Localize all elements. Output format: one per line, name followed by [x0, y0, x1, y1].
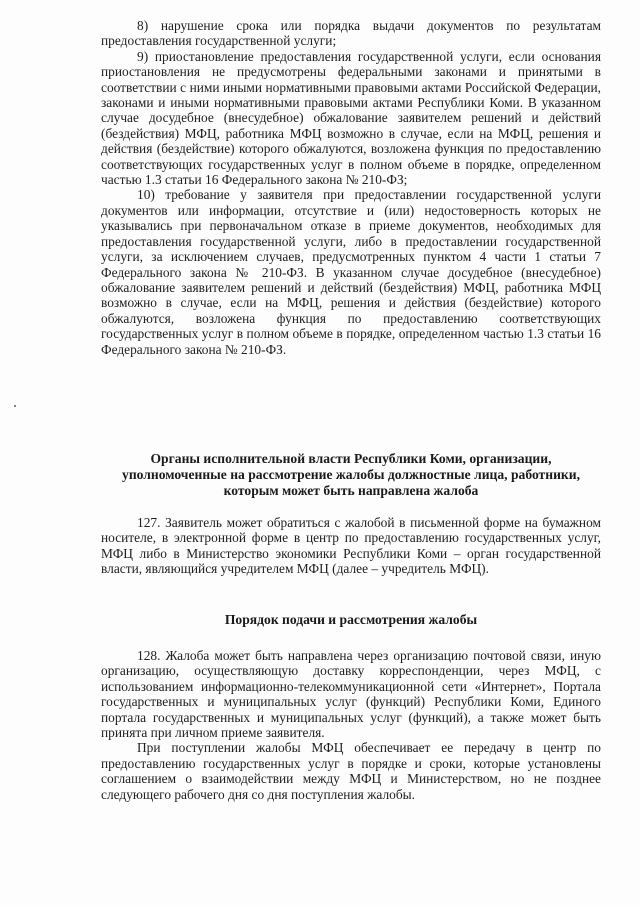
- text-block-grounds: [101, 18, 601, 357]
- section-heading-procedure: Порядок подачи и рассмотрения жалобы: [224, 612, 478, 627]
- paragraph-127: 127. Заявитель может обратиться с жалобой в письменной форме на бумажном носителе, в электронной форме в центр по предоставлению государственных услуг, МФЦ либо в Министерство экономики Республики Коми – орган государственной власти, являющийся учредителем МФЦ (далее – учредитель МФЦ).: [101, 515, 601, 577]
- paragraph-128-transfer: При поступлении жалобы МФЦ обеспечивает ее передачу в центр по предоставлению государственных услуг в порядке и сроки, которые установлены соглашением о взаимодействии между МФЦ и Министерством, но не позднее следующего рабочего дня со дня поступления жалобы.: [101, 740, 601, 802]
- section-heading-authorities: Органы исполнительной власти Республики Коми, организации, уполномоченные на рассмотрение жалобы должностные лица, работники, которым может быть направлена жалоба: [122, 451, 580, 498]
- paragraph-item-9: 9) приостановление предоставления государственной услуги, если основания приостановления не предусмотрены федеральными законами и принятыми в соответствии с ними иными нормативными правовыми актами Российской Федерации, законами и иными нормативными правовыми актами Республики Коми. В указанном случае досудебное (внесудебное) обжалование заявителем решений и действий (бездействия) МФЦ, работника МФЦ возможно в случае, если на МФЦ, решения и действия (бездействие) которого обжалуются, возложена функция по предоставлению соответствующих государственных услуг в полном объеме в порядке, определенном частью 1.3 статьи 16 Федерального закона № 210-ФЗ;: [101, 48, 601, 188]
- text-block-128: [101, 648, 601, 802]
- text-block-127: [101, 515, 601, 577]
- paragraph-item-10: 10) требование у заявителя при предоставлении государственной услуги документов или информации, отсутствие и (или) недостоверность которых не указывались при первоначальном отказе в приеме документов, необходимых для предоставления государственной услуги, либо в предоставлении государственной услуги, за исключением случаев, предусмотренных пунктом 4 части 1 статьи 7 Федерального закона № 210-ФЗ. В указанном случае досудебное (внесудебное) обжалование заявителем решений и действий (бездействия) МФЦ, работника МФЦ возможно в случае, если на МФЦ, решения и действия (бездействие) которого обжалуются, возложена функция по предоставлению соответствующих государственных услуг в полном объеме в порядке, определенном частью 1.3 статьи 16 Федерального закона № 210-ФЗ.: [101, 187, 601, 357]
- paragraph-item-8: 8) нарушение срока или порядка выдачи документов по результатам предоставления государственной услуги;: [101, 18, 601, 49]
- paragraph-128: 128. Жалоба может быть направлена через организацию почтовой связи, иную организацию, осуществляющую доставку корреспонденции, через МФЦ, с использованием информационно-телекоммуникационной сети «Интернет», Портала государственных и муниципальных услуг (функций) Республики Коми, Единого портала государственных и муниципальных услуг (функций), а также может быть принята при личном приеме заявителя.: [101, 648, 601, 741]
- scan-speck: [14, 405, 16, 407]
